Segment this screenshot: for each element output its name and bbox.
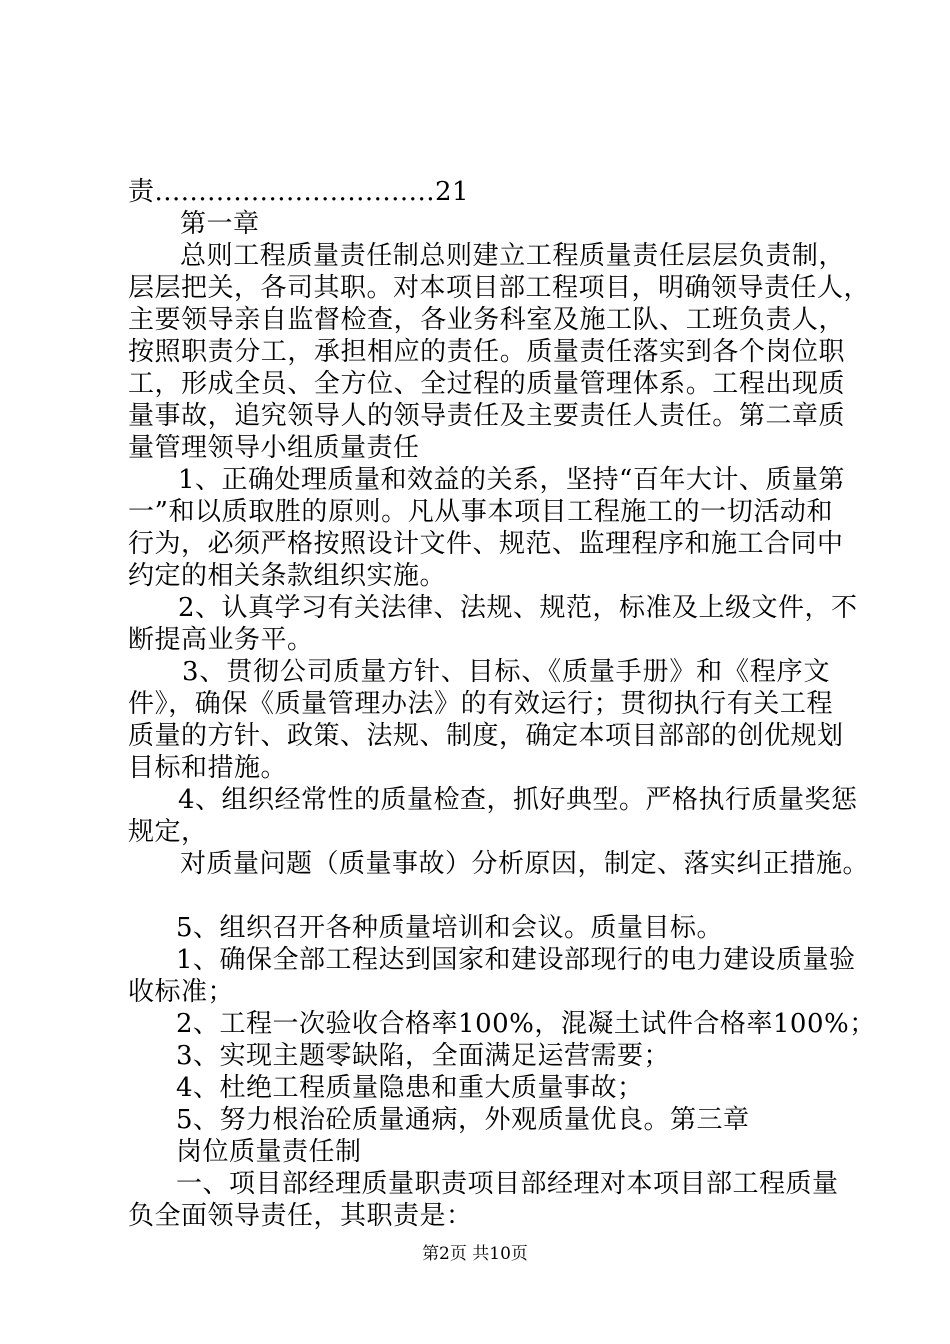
paragraph-line: 规定， <box>128 817 208 847</box>
paragraph-line: 4、组织经常性的质量检查，抓好典型。严格执行质量奖惩 <box>178 785 858 815</box>
paragraph-line: 1、确保全部工程达到国家和建设部现行的电力建设质量验 <box>176 945 856 975</box>
paragraph-line: 工，形成全员、全方位、全过程的质量管理体系。工程出现质 <box>128 369 845 399</box>
paragraph-line: 2、工程一次验收合格率100%，混凝土试件合格率100%； <box>176 1009 876 1039</box>
paragraph-line: 约定的相关条款组织实施。 <box>128 561 447 591</box>
paragraph-line: 2、认真学习有关法律、法规、规范，标准及上级文件，不 <box>178 593 858 623</box>
paragraph-line: 负全面领导责任，其职责是： <box>128 1201 473 1231</box>
paragraph-line: 5、组织召开各种质量培训和会议。质量目标。 <box>176 913 724 943</box>
chapter-heading: 岗位质量责任制 <box>176 1137 362 1167</box>
paragraph-line: 5、努力根治砼质量通病，外观质量优良。第三章 <box>176 1105 750 1135</box>
toc-line: 责................................21 <box>128 177 470 207</box>
paragraph-line: 质量的方针、政策、法规、制度，确定本项目部部的创优规划 <box>128 721 844 751</box>
paragraph-line: 对质量问题（质量事故）分析原因，制定、落实纠正措施。 <box>180 849 870 879</box>
paragraph-line: 收标准； <box>128 977 235 1007</box>
paragraph-line: 3、贯彻公司质量方针、目标、《质量手册》和《程序文 <box>182 657 830 687</box>
page-footer: 第2页 共10页 <box>422 1244 528 1264</box>
paragraph-line: 主要领导亲自监督检查，各业务科室及施工队、工班负责人， <box>128 305 845 335</box>
paragraph-line: 量事故，追究领导人的领导责任及主要责任人责任。第二章质 <box>128 401 845 431</box>
paragraph-line: 一”和以质取胜的原则。凡从事本项目工程施工的一切活动和 <box>128 497 833 527</box>
paragraph-line: 件》，确保《质量管理办法》的有效运行；贯彻执行有关工程 <box>128 689 833 719</box>
paragraph-line: 按照职责分工，承担相应的责任。质量责任落实到各个岗位职 <box>128 337 845 367</box>
paragraph-line: 4、杜绝工程质量隐患和重大质量事故； <box>176 1073 644 1103</box>
paragraph-line: 层层把关，各司其职。对本项目部工程项目，明确领导责任人， <box>128 273 871 303</box>
paragraph-line: 3、实现主题零缺陷，全面满足运营需要； <box>176 1041 671 1071</box>
paragraph-line: 量管理领导小组质量责任 <box>128 433 420 463</box>
paragraph-line: 断提高业务平。 <box>128 625 314 655</box>
paragraph-line: 总则工程质量责任制总则建立工程质量责任层层负责制， <box>180 241 845 271</box>
paragraph-line: 目标和措施。 <box>128 753 288 783</box>
paragraph-line: 1、正确处理质量和效益的关系，坚持“百年大计、质量第 <box>178 465 845 495</box>
paragraph-line: 行为，必须严格按照设计文件、规范、监理程序和施工合同中 <box>128 529 844 559</box>
paragraph-line: 一、项目部经理质量职责项目部经理对本项目部工程质量 <box>176 1169 839 1199</box>
chapter-heading: 第一章 <box>180 209 260 239</box>
